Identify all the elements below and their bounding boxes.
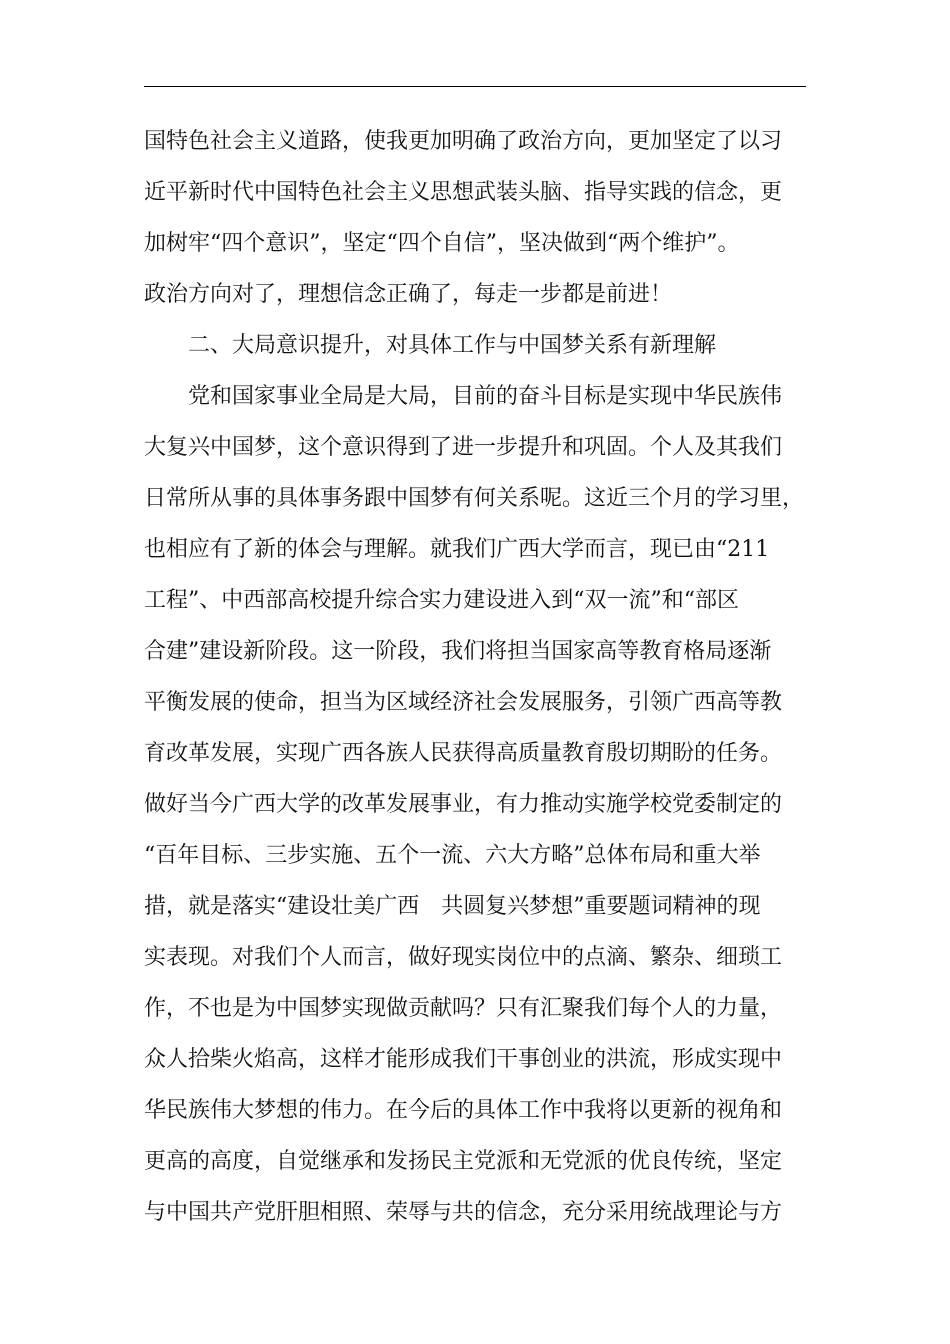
text-line: 近平新时代中国特色社会主义思想武装头脑、指导实践的信念，更 (144, 180, 783, 205)
text-line: 育改革发展，实现广西各族人民获得高质量教育殷切期盼的任务。 (144, 741, 783, 766)
text-line: 日常所从事的具体事务跟中国梦有何关系呢。这近三个月的学习里， (144, 486, 805, 511)
text-line: 华民族伟大梦想的伟力。在今后的具体工作中我将以更新的视角和 (144, 1098, 783, 1123)
text-line: 国特色社会主义道路，使我更加明确了政治方向，更加坚定了以习 (144, 129, 783, 154)
text-line: 工程”、中西部高校提升综合实力建设进入到“双一流”和“部区 (144, 588, 739, 613)
text-line: 合建”建设新阶段。这一阶段，我们将担当国家高等教育格局逐渐 (144, 639, 772, 664)
section-heading: 二、大局意识提升，对具体工作与中国梦关系有新理解 (144, 333, 717, 358)
text-line: 大复兴中国梦，这个意识得到了进一步提升和巩固。个人及其我们 (144, 435, 783, 460)
text-line: 加树牢“四个意识”，坚定“四个自信”，坚决做到“两个维护”。 (144, 231, 740, 256)
text-line: 党和国家事业全局是大局，目前的奋斗目标是实现中华民族伟 (144, 384, 783, 409)
text-line: 实表现。对我们个人而言，做好现实岗位中的点滴、繁杂、细琐工 (144, 945, 783, 970)
text-line: 也相应有了新的体会与理解。就我们广西大学而言，现已由“211 (144, 537, 770, 562)
header-rule (144, 86, 806, 87)
text-line: 做好当今广西大学的改革发展事业，有力推动实施学校党委制定的 (144, 792, 783, 817)
text-line: 平衡发展的使命，担当为区域经济社会发展服务，引领广西高等教 (144, 690, 783, 715)
text-line: 与中国共产党肝胆相照、荣辱与共的信念，充分采用统战理论与方 (144, 1200, 783, 1225)
text-line: 政治方向对了，理想信念正确了，每走一步都是前进！ (144, 282, 673, 307)
text-line: 众人拾柴火焰高，这样才能形成我们干事创业的洪流，形成实现中 (144, 1047, 783, 1072)
text-line: 更高的高度，自觉继承和发扬民主党派和无党派的优良传统，坚定 (144, 1149, 783, 1174)
body-text (144, 116, 809, 1238)
text-line: 作，不也是为中国梦实现做贡献吗？只有汇聚我们每个人的力量， (144, 996, 783, 1021)
text-line: 措，就是落实“建设壮美广西 共圆复兴梦想”重要题词精神的现 (144, 894, 761, 919)
text-line: “百年目标、三步实施、五个一流、六大方略”总体布局和重大举 (144, 843, 761, 868)
